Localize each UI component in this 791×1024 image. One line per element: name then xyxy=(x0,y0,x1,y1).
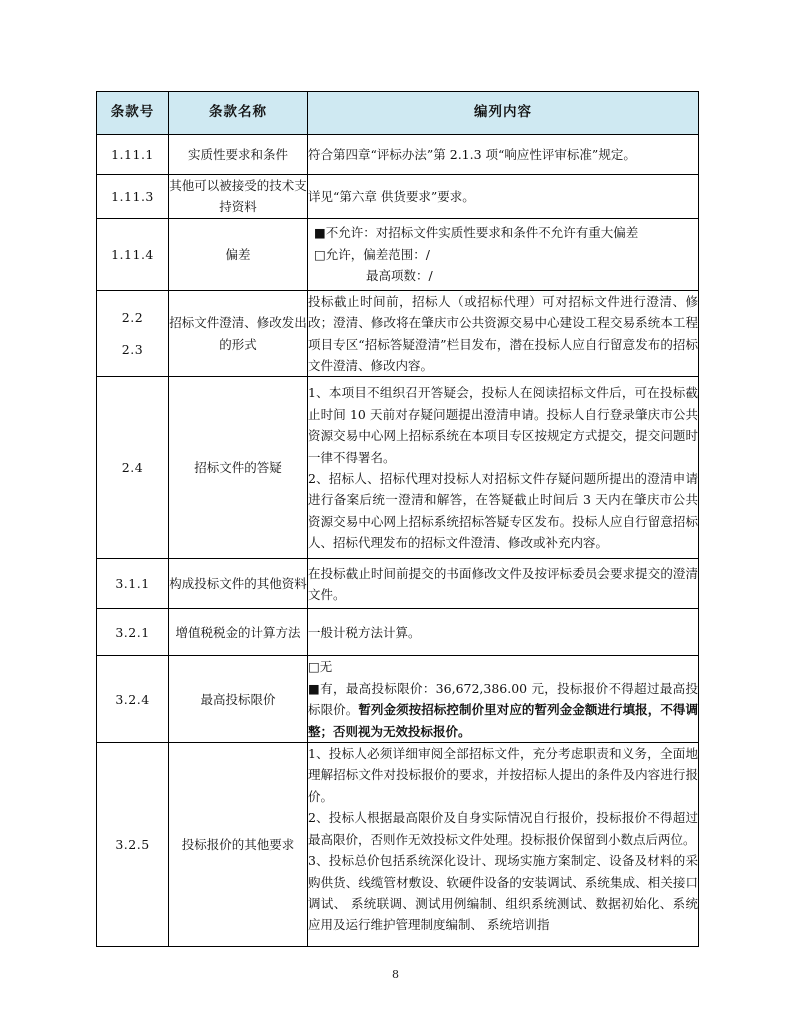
table-row xyxy=(97,656,699,743)
clause-content xyxy=(308,559,699,609)
clause-number: 3.2.4 xyxy=(97,656,169,743)
content-line: 1、本项目不组织召开答疑会，投标人在阅读招标文件后，可在投标截止时间 10 天前对存疑问题提出澄清申请。投标人自行登录肇庆市公共资源交易中心网上招标系统在本项目专区按规定方式提交，提交问题时一律不得署名。 xyxy=(308,385,698,465)
content-line: 一般计税方法计算。 xyxy=(308,624,421,640)
content-line: 投标截止时间前，招标人（或招标代理）可对招标文件进行澄清、修改；澄清、修改将在肇庆市公共资源交易中心建设工程交易系统本工程项目专区“招标答疑澄清”栏目发布，潜在投标人应自行留意发布的招标文件澄清、修改内容。 xyxy=(308,293,698,374)
clause-content xyxy=(308,609,699,656)
clause-number: 1.11.4 xyxy=(97,218,169,290)
table-row xyxy=(97,290,699,377)
content-line: 2、招标人、招标代理对投标人对招标文件存疑问题所提出的澄清申请进行备案后统一澄清和解答，在答疑截止时间后 3 天内在肇庆市公共资源交易中心网上招标系统招标答疑专区发布。投标人应自行留意招标人、招标代理发布的招标文件澄清、修改或补充内容。 xyxy=(308,470,698,551)
clause-content xyxy=(308,218,699,290)
clause-name: 最高投标限价 xyxy=(169,656,308,743)
clause-number: 1.11.3 xyxy=(97,175,169,219)
content-line: □无 xyxy=(308,659,333,675)
clause-number-line: 2.3 xyxy=(121,341,144,357)
clause-name: 招标文件的答疑 xyxy=(169,377,308,559)
page-number: 8 xyxy=(392,968,399,981)
content-line: 符合第四章“评标办法”第 2.1.3 项“响应性评审标准”规定。 xyxy=(308,146,636,162)
content-line: 2、投标人根据最高限价及自身实际情况自行报价，投标报价不得超过最高限价，否则作无效投标文件处理。投标报价保留到小数点后两位。 xyxy=(308,810,698,847)
clause-name: 实质性要求和条件 xyxy=(169,135,308,175)
header-clause-name: 条款名称 xyxy=(169,92,308,135)
header-content: 编列内容 xyxy=(308,92,699,135)
clause-name: 偏差 xyxy=(169,218,308,290)
clause-content xyxy=(308,377,699,559)
table-row xyxy=(97,135,699,175)
table-row xyxy=(97,218,699,290)
clause-name: 增值税税金的计算方法 xyxy=(169,609,308,656)
content-line: 3、投标总价包括系统深化设计、现场实施方案制定、设备及材料的采购供货、线缆管材敷设、软硬件设备的安装调试、系统集成、相关接口调试、 系统联调、测试用例编制、组织系统测试、数据初始化、系统应用及运行维护管理制度编制、 系统培训指 xyxy=(308,853,698,933)
clause-number xyxy=(97,290,169,377)
clause-content xyxy=(308,135,699,175)
bold-notice: 暂列金须按招标控制价里对应的暂列金金额进行填报，不得调整；否则视为无效投标报价。 xyxy=(308,702,698,739)
clause-number: 2.4 xyxy=(97,377,169,559)
clause-content xyxy=(308,656,699,743)
table-row xyxy=(97,559,699,609)
table-row xyxy=(97,609,699,656)
table-row xyxy=(97,175,699,219)
clause-name: 其他可以被接受的技术支持资料 xyxy=(169,175,308,219)
clause-number: 3.2.5 xyxy=(97,743,169,947)
clause-content xyxy=(308,175,699,219)
content-line: 在投标截止时间前提交的书面修改文件及按评标委员会要求提交的澄清文件。 xyxy=(308,565,698,602)
content-line: 1、投标人必须详细审阅全部招标文件，充分考虑职责和义务，全面地理解招标文件对投标报价的要求，并按招标人提出的条件及内容进行报价。 xyxy=(308,746,698,804)
clause-number-line: 2.2 xyxy=(121,310,144,326)
content-line: 详见“第六章 供货要求”要求。 xyxy=(308,188,475,204)
deviation-allowed: □允许，偏差范围：/ xyxy=(314,246,431,262)
table-header-row xyxy=(97,92,699,135)
clause-content xyxy=(308,290,699,377)
clause-number: 3.1.1 xyxy=(97,559,169,609)
clause-name: 构成投标文件的其他资料 xyxy=(169,559,308,609)
clause-content xyxy=(308,743,699,947)
header-clause-number: 条款号 xyxy=(97,92,169,135)
clause-name: 投标报价的其他要求 xyxy=(169,743,308,947)
content-line: ■有，最高投标限价：36,672,386.00 元，投标报价不得超过最高投标限价。 xyxy=(308,680,698,718)
clause-name: 招标文件澄清、修改发出的形式 xyxy=(169,290,308,377)
clause-number: 3.2.1 xyxy=(97,609,169,656)
table-row xyxy=(97,377,699,559)
table-row xyxy=(97,743,699,947)
clauses-table xyxy=(96,91,699,947)
deviation-not-allowed: ■不允许：对招标文件实质性要求和条件不允许有重大偏差 xyxy=(314,225,639,241)
clause-number: 1.11.1 xyxy=(97,135,169,175)
max-items: 最高项数：/ xyxy=(366,268,433,284)
